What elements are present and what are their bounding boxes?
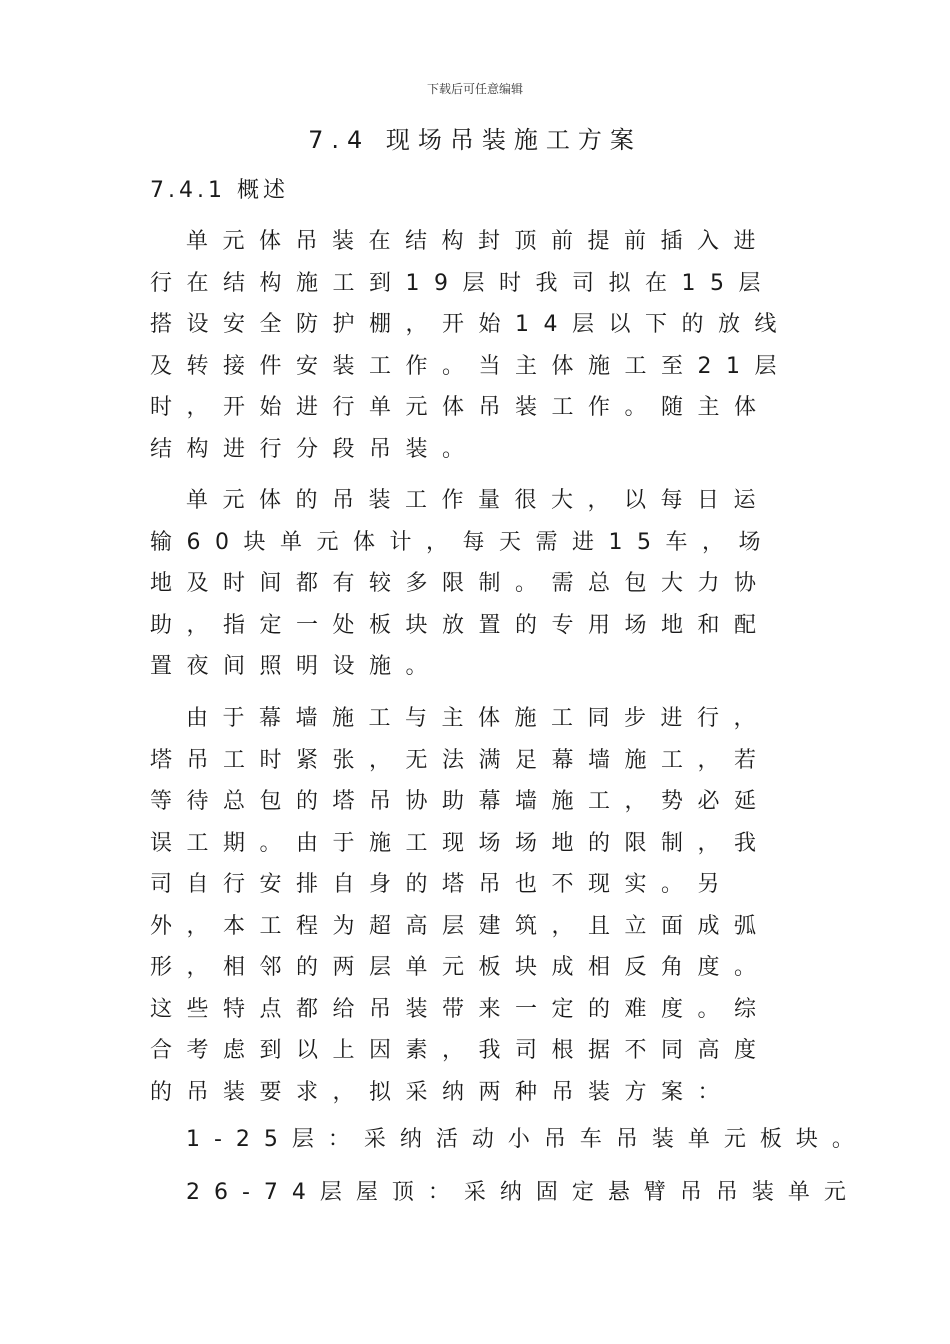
paragraph-3 (150, 698, 800, 1113)
plan-line-1: 1-25层：采纳活动小吊车吊装单元板块。 (186, 1127, 868, 1152)
paragraph-text: 单元体的吊装工作量很大，以每日运输60块单元体计，每天需进15车，场地及时间都有较多限制。需总包大力协助，指定一处板块放置的专用场地和配置夜间照明设施。 (150, 488, 775, 679)
paragraph-text: 由于幕墙施工与主体施工同步进行，塔吊工时紧张，无法满足幕墙施工，若等待总包的塔吊协助幕墙施工，势必延误工期。由于施工现场场地的限制，我司自行安排自身的塔吊也不现实。另外，本工程为超高层建筑，且立面成弧形，相邻的两层单元板块成相反角度。这些特点都给吊装带来一定的难度。综合考虑到以上因素，我司根据不同高度的吊装要求，拟采纳两种吊装方案： (150, 706, 771, 1105)
paragraph-text: 单元体吊装在结构封顶前提前插入进行在结构施工到19层时我司拟在15层搭设安全防护棚，开始14层以下的放线及转接件安装工作。当主体施工至21层时，开始进行单元体吊装工作。随主体结构进行分段吊装。 (150, 229, 791, 462)
section-title: 7.4 现场吊装施工方案 (308, 126, 642, 154)
header-note: 下载后可任意编辑 (426, 82, 523, 96)
paragraph-1 (150, 221, 800, 470)
paragraph-2 (150, 480, 800, 688)
subsection-title: 7.4.1 概述 (150, 178, 289, 203)
plan-line-2: 26-74层屋顶：采纳固定悬臂吊吊装单元 (186, 1180, 860, 1205)
